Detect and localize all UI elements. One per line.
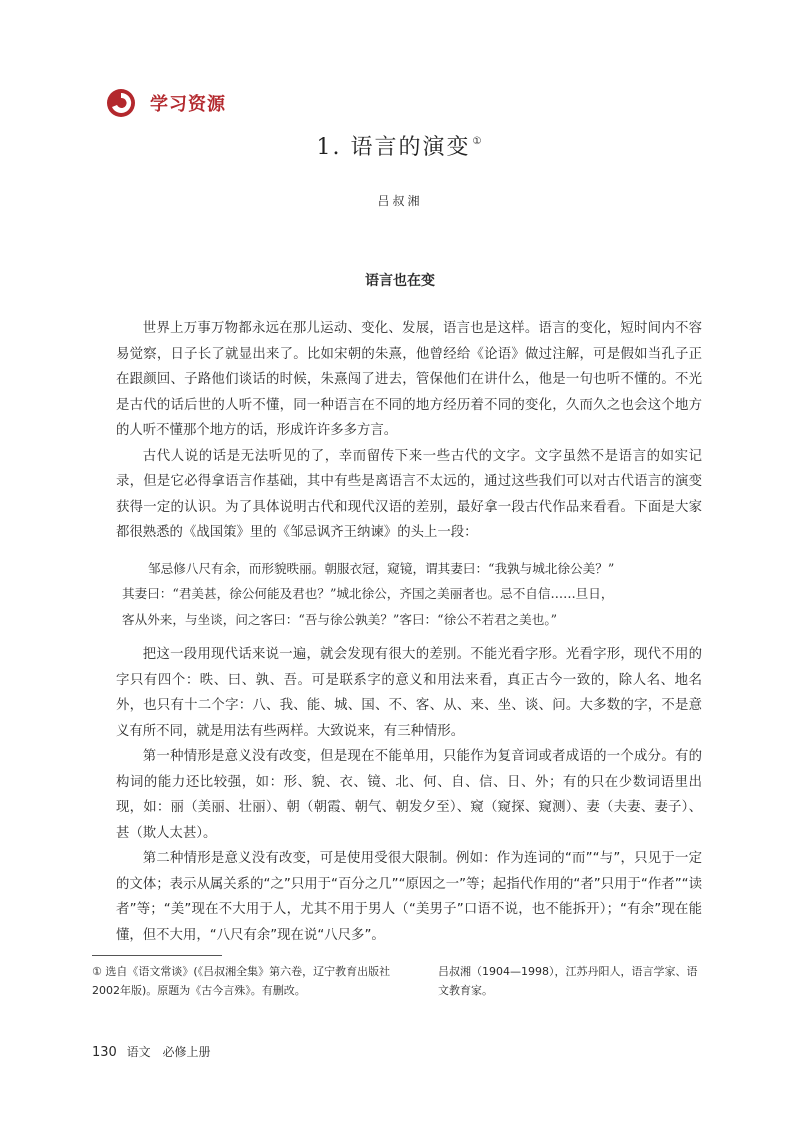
article-author: 吕叔湘 bbox=[377, 194, 423, 208]
article-title bbox=[0, 130, 800, 161]
footnote-source-text: 选自《语文常谈》(《吕叔湘全集》第六卷，辽宁教育出版社2002年版)。原题为《古今言殊》。有删改。 bbox=[92, 965, 391, 997]
paragraph-4: 第一种情形是意义没有改变，但是现在不能单用，只能作为复音词或者成语的一个成分。有的构词的能力还比较强，如：形、貌、衣、镜、北、何、自、信、日、外；有的只在少数词语里出现，如：丽（美丽、壮丽）、朝（朝霞、朝气、朝发夕至）、窥（窥探、窥测）、妻（夫妻、妻子）、甚（欺人太甚）。 bbox=[116, 749, 702, 841]
book-name: 语文 bbox=[126, 1045, 151, 1059]
quote-line-2: 其妻曰：“君美甚，徐公何能及君也？”城北徐公，齐国之美丽者也。忌不自信……旦日， bbox=[122, 586, 614, 601]
quote-line-1: 邹忌修八尺有余，而形貌昳丽。朝服衣冠，窥镜，谓其妻曰：“我孰与城北徐公美？” bbox=[148, 560, 615, 576]
footnote-divider bbox=[92, 955, 222, 956]
section-logo-icon bbox=[106, 88, 136, 118]
footnote-source bbox=[92, 962, 392, 1000]
paragraph-2: 古代人说的话是无法听见的了，幸而留传下来一些古代的文字。文字虽然不是语言的如实记录，但是它必得拿语言作基础，其中有些是离语言不太远的，通过这些我们可以对古代语言的演变获得一定的认识。为了具体说明古代和现代汉语的差别，最好拿一段古代作品来看看。下面是大家都很熟悉的《战国策》里的《邹忌讽齐王纳谏》的头上一段： bbox=[116, 448, 702, 540]
quote-line-3: 客从外来，与坐谈，问之客曰：“吾与徐公孰美？”客曰：“徐公不若君之美也。” bbox=[122, 611, 558, 627]
paragraph-1: 世界上万事万物都永远在那儿运动、变化、发展，语言也是这样。语言的变化，短时间内不容易觉察，日子长了就显出来了。比如宋朝的朱熹，他曾经给《论语》做过注解，可是假如当孔子正在跟颜回、子路他们谈话的时候，朱熹闯了进去，管保他们在讲什么，他是一句也听不懂的。不光是古代的话后世的人听不懂，同一种语言在不同的地方经历着不同的变化，久而久之也会这个地方的人听不懂那个地方的话，形成许许多多方言。 bbox=[116, 321, 702, 438]
footnote-marker-bottom: ① bbox=[92, 965, 102, 978]
article-body bbox=[116, 316, 702, 948]
paragraph-3: 把这一段用现代话来说一遍，就会发现有很大的差别。不能光看字形。光看字形，现代不用的字只有四个：昳、曰、孰、吾。可是联系字的意义和用法来看，真正古今一致的，除人名、地名外，也只有十二个字：八、我、能、城、国、不、客、从、来、坐、谈、问。大多数的字，不是意义有所不同，就是用法有些两样。大致说来，有三种情形。 bbox=[116, 647, 702, 739]
section-label: 学习资源 bbox=[150, 94, 226, 115]
page-footer bbox=[92, 1043, 211, 1060]
paragraph-5: 第二种情形是意义没有改变，可是使用受很大限制。例如：作为连词的“而”“与”，只见于一定的文体；表示从属关系的“之”只用于“百分之几”“原因之一”等；起指代作用的“者”只用于“作者”“读者”等；“美”现在不大用于人，尤其不用于男人（“美男子”口语不说，也不能拆开）；“有余”现在能懂，但不大用，“八尺有余”现在说“八尺多”。 bbox=[116, 851, 702, 943]
classical-quote bbox=[122, 556, 702, 633]
book-volume: 必修上册 bbox=[162, 1045, 211, 1059]
section-subheading: 语言也在变 bbox=[365, 273, 435, 289]
footnote-marker: ① bbox=[472, 136, 484, 147]
article-title-text: 1. 语言的演变 bbox=[316, 135, 471, 160]
page-number: 130 bbox=[92, 1045, 117, 1060]
footnote-author-bio: 吕叔湘（1904—1998），江苏丹阳人，语言学家、语文教育家。 bbox=[438, 965, 698, 997]
